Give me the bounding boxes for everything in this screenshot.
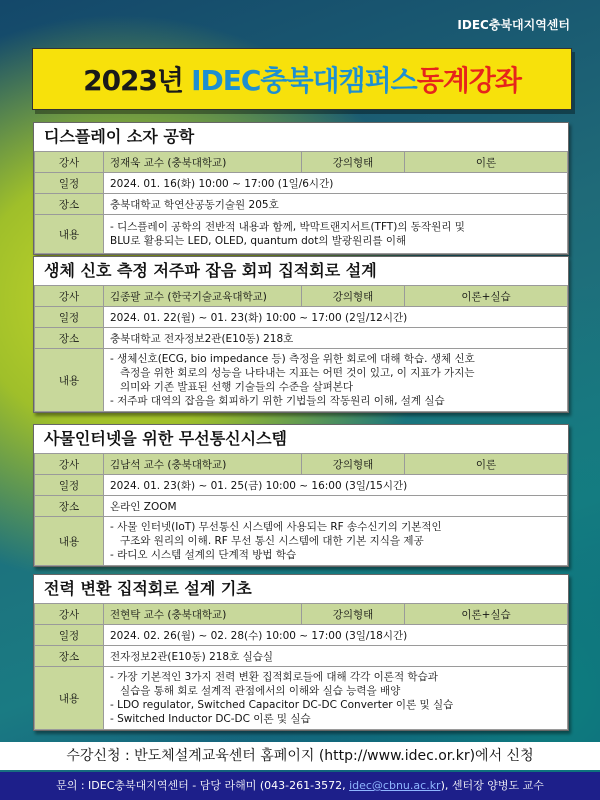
schedule-value: 2024. 01. 23(화) ~ 01. 25(금) 10:00 ~ 16:00 (3일/15시간) xyxy=(104,475,568,496)
label-place: 장소 xyxy=(35,496,104,517)
place-value: 온라인 ZOOM xyxy=(104,496,568,517)
type-value: 이론+실습 xyxy=(405,286,568,307)
title-season: 동계강좌 xyxy=(416,64,521,97)
content-line: - 생체신호(ECG, bio impedance 등) 측정을 위한 회로에 대해 학습. 생체 신호 xyxy=(110,353,475,365)
org-name: IDEC충북대지역센터 xyxy=(457,18,570,32)
course-table xyxy=(34,603,568,730)
content-line: BLU로 활용되는 LED, OLED, quantum dot의 발광원리를 이해 xyxy=(110,235,407,247)
label-content: 내용 xyxy=(35,349,104,412)
content-line: 의미와 기존 발표된 선행 기술들의 수준을 살펴본다 xyxy=(120,381,354,393)
label-instructor: 강사 xyxy=(35,604,104,625)
contact-bar xyxy=(0,772,600,800)
course-table xyxy=(34,453,568,566)
content-value xyxy=(104,215,568,254)
instructor-value: 김종팔 교수 (한국기술교육대학교) xyxy=(104,286,302,307)
course-card xyxy=(33,574,569,731)
label-instructor: 강사 xyxy=(35,454,104,475)
label-place: 장소 xyxy=(35,328,104,349)
label-type: 강의형태 xyxy=(302,454,405,475)
type-value: 이론+실습 xyxy=(405,604,568,625)
label-type: 강의형태 xyxy=(302,286,405,307)
content-line: - 가장 기본적인 3가지 전력 변환 집적회로들에 대해 각각 이론적 학습과 xyxy=(110,671,438,683)
instructor-value: 정재욱 교수 (충북대학교) xyxy=(104,152,302,173)
contact-text: 문의 : IDEC충북대지역센터 - 담당 라해미 (043-261-3572, xyxy=(56,779,346,792)
label-place: 장소 xyxy=(35,646,104,667)
type-value: 이론 xyxy=(405,454,568,475)
schedule-value: 2024. 01. 22(월) ~ 01. 23(화) 10:00 ~ 17:00 (2일/12시간) xyxy=(104,307,568,328)
title-campus: IDEC충북대캠퍼스 xyxy=(191,64,417,97)
course-title: 디스플레이 소자 공학 xyxy=(44,127,195,146)
course-table xyxy=(34,285,568,412)
label-place: 장소 xyxy=(35,194,104,215)
label-content: 내용 xyxy=(35,517,104,566)
course-card xyxy=(33,122,569,255)
schedule-value: 2024. 01. 16(화) 10:00 ~ 17:00 (1일/6시간) xyxy=(104,173,568,194)
type-value: 이론 xyxy=(405,152,568,173)
label-type: 강의형태 xyxy=(302,604,405,625)
title-year: 2023년 xyxy=(83,64,184,97)
label-instructor: 강사 xyxy=(35,152,104,173)
label-schedule: 일정 xyxy=(35,475,104,496)
content-value xyxy=(104,517,568,566)
course-title: 사물인터넷을 위한 무선통신시스템 xyxy=(44,429,287,448)
contact-email-link[interactable]: idec@cbnu.ac.kr xyxy=(349,779,441,792)
apply-notice: 수강신청 : 반도체설계교육센터 홈페이지 (http://www.idec.or.kr)에서 신청 xyxy=(0,742,600,770)
label-schedule: 일정 xyxy=(35,625,104,646)
schedule-value: 2024. 02. 26(월) ~ 02. 28(수) 10:00 ~ 17:00 (3일/18시간) xyxy=(104,625,568,646)
place-value: 충북대학교 학연산공동기술원 205호 xyxy=(104,194,568,215)
content-line: 측정을 위한 회로의 성능을 나타내는 지표는 어떤 것이 있고, 이 지표가 가지는 xyxy=(120,367,475,379)
content-line: - Switched Inductor DC-DC 이론 및 실습 xyxy=(110,713,311,725)
course-title: 생체 신호 측정 저주파 잡음 회피 집적회로 설계 xyxy=(44,261,377,280)
instructor-value: 전현탁 교수 (충북대학교) xyxy=(104,604,302,625)
contact-text-tail: ), 센터장 양병도 교수 xyxy=(440,779,544,792)
course-table xyxy=(34,151,568,254)
label-schedule: 일정 xyxy=(35,173,104,194)
label-schedule: 일정 xyxy=(35,307,104,328)
place-value: 전자정보2관(E10동) 218호 실습실 xyxy=(104,646,568,667)
page-title xyxy=(32,48,572,110)
course-card xyxy=(33,424,569,567)
label-content: 내용 xyxy=(35,215,104,254)
course-title: 전력 변환 집적회로 설계 기초 xyxy=(44,579,252,598)
content-line: - 저주파 대역의 잡음을 회피하기 위한 기법들의 작동원리 이해, 설계 실습 xyxy=(110,395,445,407)
content-line: - 디스플레이 공학의 전반적 내용과 함께, 박막트랜지서트(TFT)의 동작원리 및 xyxy=(110,221,465,233)
label-type: 강의형태 xyxy=(302,152,405,173)
content-line: - 사물 인터넷(IoT) 무선통신 시스템에 사용되는 RF 송수신기의 기본적인 xyxy=(110,521,442,533)
instructor-value: 김남석 교수 (충북대학교) xyxy=(104,454,302,475)
content-value xyxy=(104,349,568,412)
content-line: 실습을 통해 회로 설계적 관점에서의 이해와 실습 능력을 배양 xyxy=(120,685,401,697)
content-value xyxy=(104,667,568,730)
content-line: - LDO regulator, Switched Capacitor DC-DC Converter 이론 및 실습 xyxy=(110,699,454,711)
content-line: 구조와 원리의 이해. RF 무선 통신 시스템에 대한 기본 지식을 제공 xyxy=(120,535,424,547)
place-value: 충북대학교 전자정보2관(E10동) 218호 xyxy=(104,328,568,349)
course-card xyxy=(33,256,569,413)
content-line: - 라디오 시스템 설계의 단계적 방법 학습 xyxy=(110,549,297,561)
label-content: 내용 xyxy=(35,667,104,730)
label-instructor: 강사 xyxy=(35,286,104,307)
